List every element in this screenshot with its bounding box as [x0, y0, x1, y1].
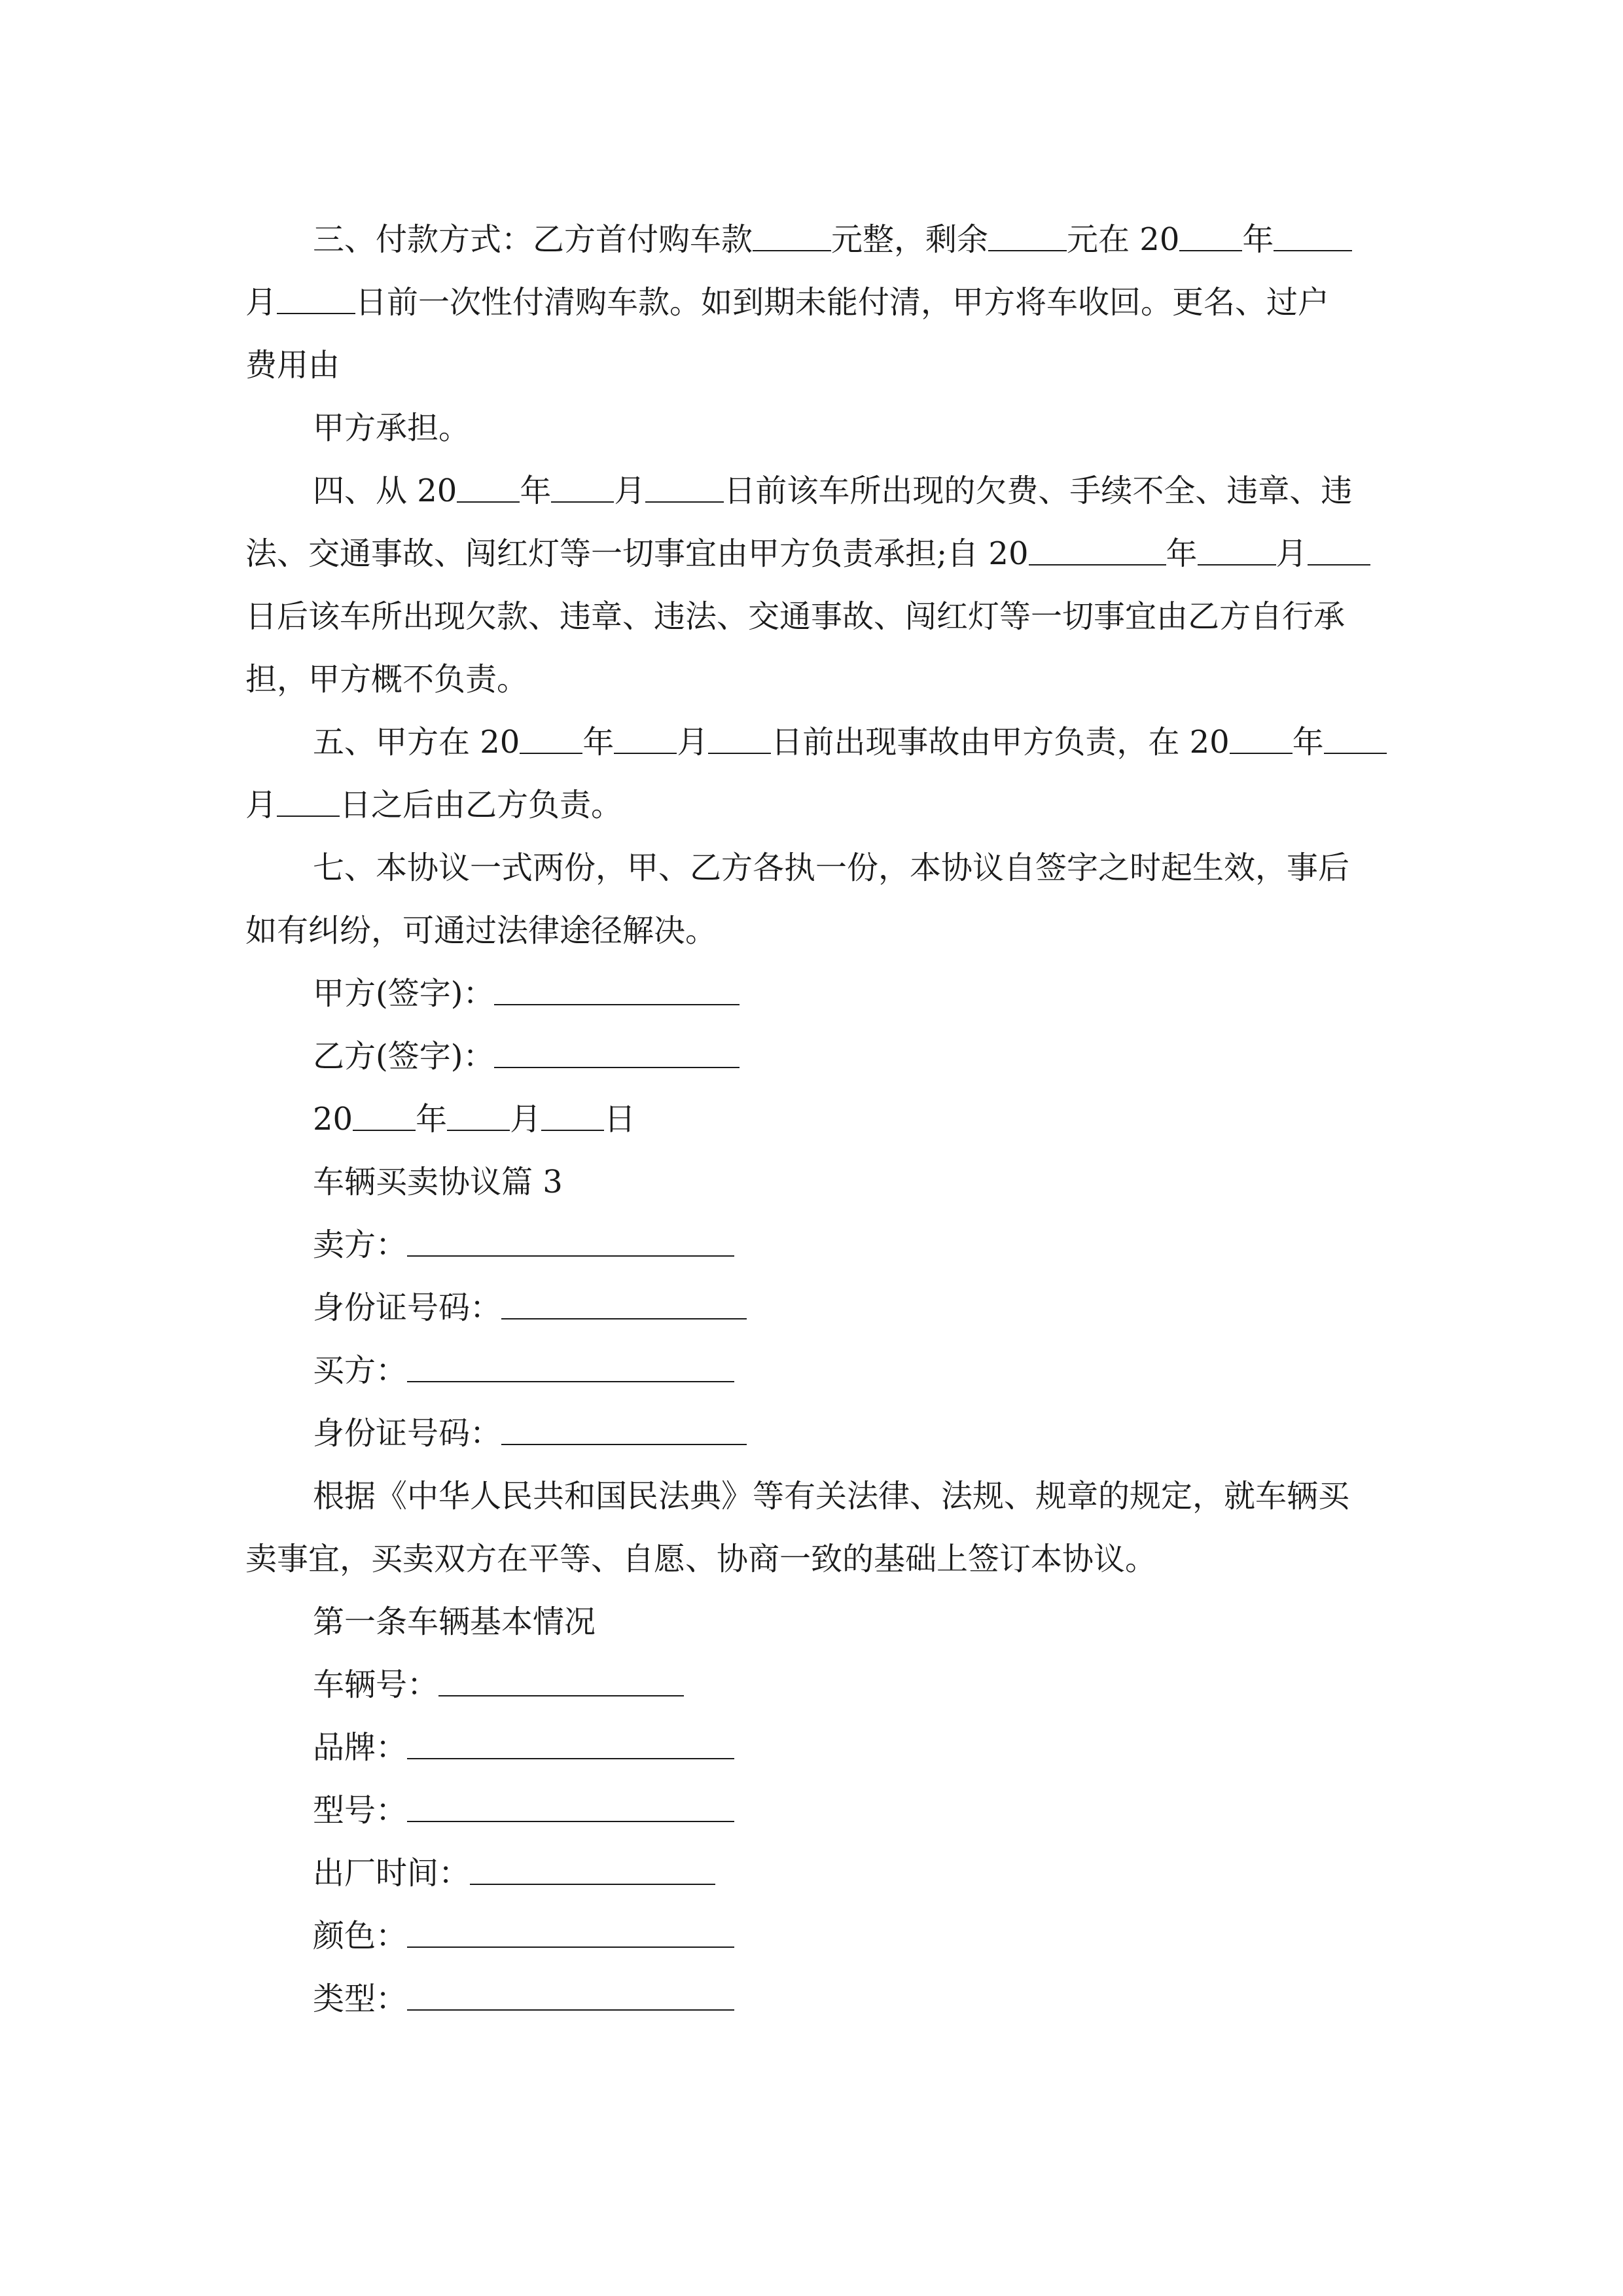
clause4-line4: 担，甲方概不负责。: [245, 661, 529, 698]
blank-field: [541, 1100, 604, 1132]
type-label: 类型：: [313, 1981, 408, 2017]
clause3-line1: [245, 208, 1391, 271]
blank-field: [708, 723, 771, 755]
buyer-id-field: [245, 1402, 1391, 1465]
text: 年: [1242, 221, 1274, 258]
text: 年: [582, 724, 615, 761]
text: 月: [245, 284, 277, 321]
brand-field: [245, 1716, 1391, 1779]
model-field: [245, 1779, 1391, 1842]
party-a-label: 甲方(签字)：: [313, 975, 495, 1012]
buyer-field: [245, 1339, 1391, 1402]
document-body: [245, 208, 1391, 2030]
brand-label: 品牌：: [313, 1729, 408, 1766]
blank-field: [614, 723, 677, 755]
blank-field: [1274, 221, 1352, 252]
factory-date-label: 出厂时间：: [313, 1855, 471, 1892]
blank-field: [447, 1100, 510, 1132]
text: 日前一次性付清购车款。如到期未能付清，甲方将车收回。更名、过户: [355, 284, 1330, 321]
party-b-signature: [245, 1025, 1391, 1088]
seller-field: [245, 1213, 1391, 1276]
color-field: [245, 1905, 1391, 1967]
buyer-id-label: 身份证号码：: [313, 1415, 502, 1452]
clause5-line1: [245, 711, 1391, 774]
clause3-line2: [245, 271, 1391, 334]
text: 法、交通事故、闯红灯等一切事宜由甲方负责承担;自 20: [245, 535, 1029, 572]
vehicle-no-label: 车辆号：: [313, 1666, 439, 1703]
text: 日: [604, 1101, 636, 1138]
text: 年: [1166, 535, 1198, 572]
basis-line2: 卖事宜，买卖双方在平等、自愿、协商一致的基础上签订本协议。: [245, 1541, 1157, 1577]
vehicle-no-field: [245, 1653, 1391, 1716]
color-label: 颜色：: [313, 1918, 408, 1954]
text: 年: [1292, 724, 1324, 761]
clause7-line2: 如有纠纷，可通过法律途径解决。: [245, 912, 717, 949]
party-a-signature: [245, 962, 1391, 1025]
blank-field: [520, 723, 582, 755]
text: 月: [614, 473, 646, 509]
blank-field: [457, 472, 520, 503]
clause4-line2: [245, 522, 1391, 585]
text: 五、甲方在 20: [313, 724, 520, 761]
color-line: [407, 1917, 734, 1948]
buyer-id-line: [501, 1414, 747, 1446]
clause5-line2: [245, 774, 1391, 836]
clause7-line1: 七、本协议一式两份，甲、乙方各执一份，本协议自签字之时起生效，事后: [313, 850, 1350, 886]
seller-id-field: [245, 1276, 1391, 1339]
seller-line: [407, 1226, 734, 1257]
vehicle-no-line: [438, 1666, 684, 1697]
seller-id-label: 身份证号码：: [313, 1289, 502, 1326]
text: 月: [245, 787, 277, 823]
blank-field: [1029, 535, 1166, 566]
clause3-line3: 费用由: [245, 347, 340, 384]
text: 月: [510, 1101, 542, 1138]
text: 年: [416, 1101, 448, 1138]
seller-label: 卖方：: [313, 1227, 408, 1263]
seller-id-line: [501, 1289, 747, 1320]
blank-field: [753, 221, 831, 252]
factory-date-field: [245, 1842, 1391, 1905]
text: 四、从 20: [313, 473, 457, 509]
factory-date-line: [470, 1854, 715, 1886]
model-line: [407, 1791, 734, 1823]
party-a-signature-line: [494, 975, 740, 1006]
buyer-label: 买方：: [313, 1352, 408, 1389]
brand-line: [407, 1729, 734, 1760]
buyer-line: [407, 1352, 734, 1383]
article1-title: 第一条车辆基本情况: [313, 1604, 596, 1640]
blank-field: [1230, 723, 1293, 755]
text: 日前出现事故由甲方负责，在 20: [771, 724, 1230, 761]
text: 元整，剩余: [831, 221, 989, 258]
text: 三、付款方式：乙方首付购车款: [313, 221, 753, 258]
blank-field: [988, 221, 1067, 252]
blank-field: [1179, 221, 1242, 252]
blank-field: [1324, 723, 1387, 755]
text: 年: [520, 473, 552, 509]
blank-field: [1308, 535, 1370, 566]
clause3-line4: 甲方承担。: [313, 410, 471, 446]
text: 月: [677, 724, 709, 761]
text: 日前该车所出现的欠费、手续不全、违章、违: [724, 473, 1353, 509]
blank-field: [645, 472, 724, 503]
model-label: 型号：: [313, 1792, 408, 1829]
blank-field: [277, 786, 340, 817]
text: 元在 20: [1067, 221, 1180, 258]
blank-field: [1198, 535, 1276, 566]
part3-title: 车辆买卖协议篇 3: [313, 1164, 563, 1200]
clause4-line3: 日后该车所出现欠款、违章、违法、交通事故、闯红灯等一切事宜由乙方自行承: [245, 598, 1346, 635]
type-field: [245, 1967, 1391, 2030]
type-line: [407, 1980, 734, 2011]
signature-date: [245, 1088, 1391, 1151]
clause4-line1: [245, 459, 1391, 522]
blank-field: [277, 283, 355, 315]
party-b-signature-line: [494, 1037, 740, 1069]
blank-field: [353, 1100, 416, 1132]
text: 日之后由乙方负责。: [340, 787, 623, 823]
basis-line1: 根据《中华人民共和国民法典》等有关法律、法规、规章的规定，就车辆买: [313, 1478, 1350, 1515]
party-b-label: 乙方(签字)：: [313, 1038, 495, 1075]
blank-field: [551, 472, 614, 503]
text: 20: [313, 1101, 353, 1138]
text: 月: [1275, 535, 1308, 572]
